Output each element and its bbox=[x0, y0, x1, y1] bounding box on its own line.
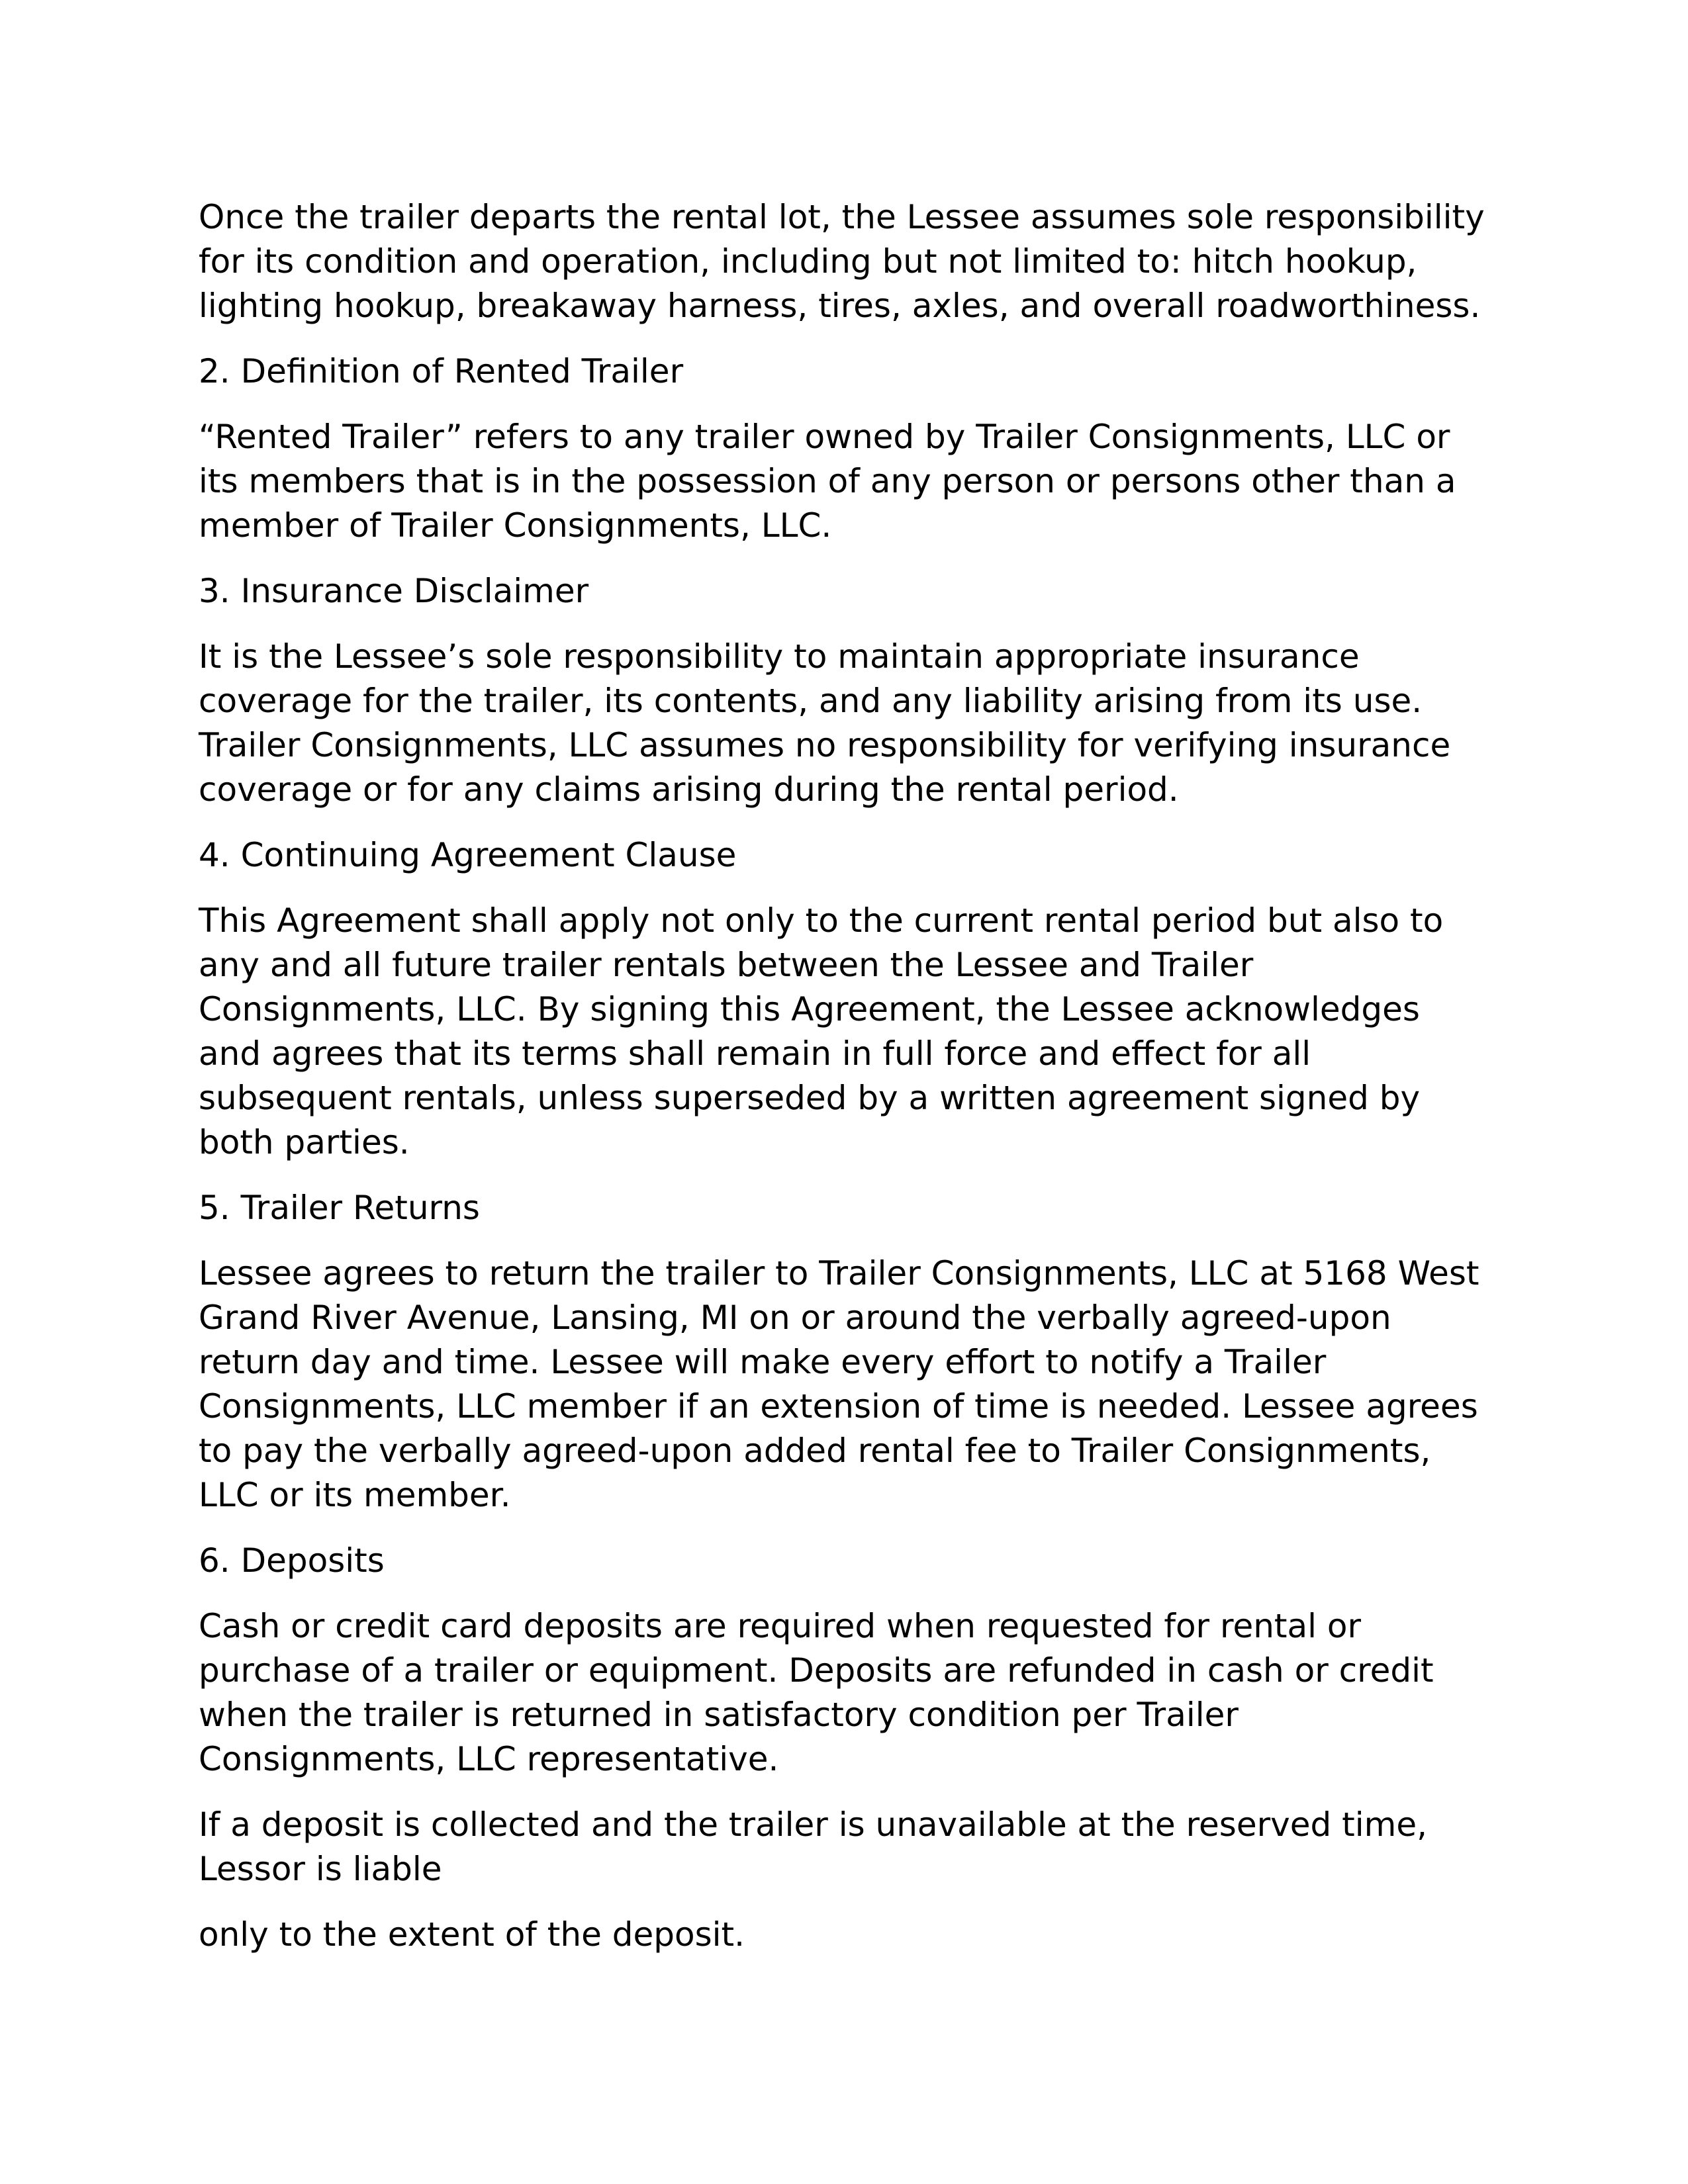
section-paragraph bbox=[199, 1251, 1496, 1518]
text-line: when the trailer is returned in satisfactory condition per Trailer bbox=[199, 1696, 1239, 1734]
text-line: LLC or its member. bbox=[199, 1476, 511, 1514]
text-line: coverage or for any claims arising during the rental period. bbox=[199, 770, 1179, 809]
text-line: both parties. bbox=[199, 1123, 410, 1161]
text-line: This Agreement shall apply not only to the current rental period but also to bbox=[199, 901, 1444, 940]
text-line: only to the extent of the deposit. bbox=[199, 1915, 745, 1954]
intro-paragraph bbox=[199, 195, 1496, 328]
text-line: Once the trailer departs the rental lot, the Lessee assumes sole responsibility bbox=[199, 198, 1485, 236]
text-line: If a deposit is collected and the trailer is unavailable at the reserved time, bbox=[199, 1805, 1428, 1844]
text-line: Grand River Avenue, Lansing, MI on or around the verbally agreed-upon bbox=[199, 1298, 1391, 1337]
section-heading-insurance: 3. Insurance Disclaimer bbox=[199, 572, 589, 610]
section-heading-deposits: 6. Deposits bbox=[199, 1541, 385, 1580]
section-heading-trailer-returns: 5. Trailer Returns bbox=[199, 1189, 480, 1227]
section-paragraph bbox=[199, 899, 1496, 1165]
text-line: and agrees that its terms shall remain in full force and effect for all bbox=[199, 1034, 1311, 1073]
document-body bbox=[199, 195, 1496, 1978]
text-line: Consignments, LLC. By signing this Agreement, the Lessee acknowledges bbox=[199, 990, 1420, 1028]
text-line: Consignments, LLC member if an extension of time is needed. Lessee agrees bbox=[199, 1387, 1478, 1426]
text-line: to pay the verbally agreed-upon added rental fee to Trailer Consignments, bbox=[199, 1432, 1431, 1470]
text-line: purchase of a trailer or equipment. Deposits are refunded in cash or credit bbox=[199, 1651, 1434, 1690]
text-line: Cash or credit card deposits are required when requested for rental or bbox=[199, 1607, 1362, 1645]
text-line: any and all future trailer rentals between the Lessee and Trailer bbox=[199, 946, 1254, 984]
text-line: Lessor is liable bbox=[199, 1850, 442, 1888]
text-line: Consignments, LLC representative. bbox=[199, 1740, 779, 1778]
section-heading-definition: 2. Definition of Rented Trailer bbox=[199, 352, 684, 390]
text-line: subsequent rentals, unless superseded by a written agreement signed by bbox=[199, 1079, 1421, 1117]
section-heading-continuing-agreement: 4. Continuing Agreement Clause bbox=[199, 836, 737, 874]
section-paragraph bbox=[199, 1604, 1496, 1782]
text-line: “Rented Trailer” refers to any trailer owned by Trailer Consignments, LLC or bbox=[199, 418, 1450, 456]
text-line: It is the Lessee’s sole responsibility to maintain appropriate insurance bbox=[199, 637, 1360, 676]
section-paragraph bbox=[199, 1803, 1496, 1891]
section-paragraph bbox=[199, 1913, 1496, 1957]
text-line: coverage for the trailer, its contents, and any liability arising from its use. bbox=[199, 682, 1423, 720]
text-line: Trailer Consignments, LLC assumes no responsibility for verifying insurance bbox=[199, 726, 1451, 764]
text-line: its members that is in the possession of any person or persons other than a bbox=[199, 462, 1456, 500]
text-line: member of Trailer Consignments, LLC. bbox=[199, 506, 832, 545]
text-line: lighting hookup, breakaway harness, tires, axles, and overall roadworthiness. bbox=[199, 287, 1481, 325]
text-line: return day and time. Lessee will make every effort to notify a Trailer bbox=[199, 1343, 1327, 1381]
section-paragraph bbox=[199, 635, 1496, 812]
text-line: for its condition and operation, including but not limited to: hitch hookup, bbox=[199, 242, 1417, 281]
text-line: Lessee agrees to return the trailer to Trailer Consignments, LLC at 5168 West bbox=[199, 1254, 1479, 1293]
section-paragraph bbox=[199, 415, 1496, 548]
